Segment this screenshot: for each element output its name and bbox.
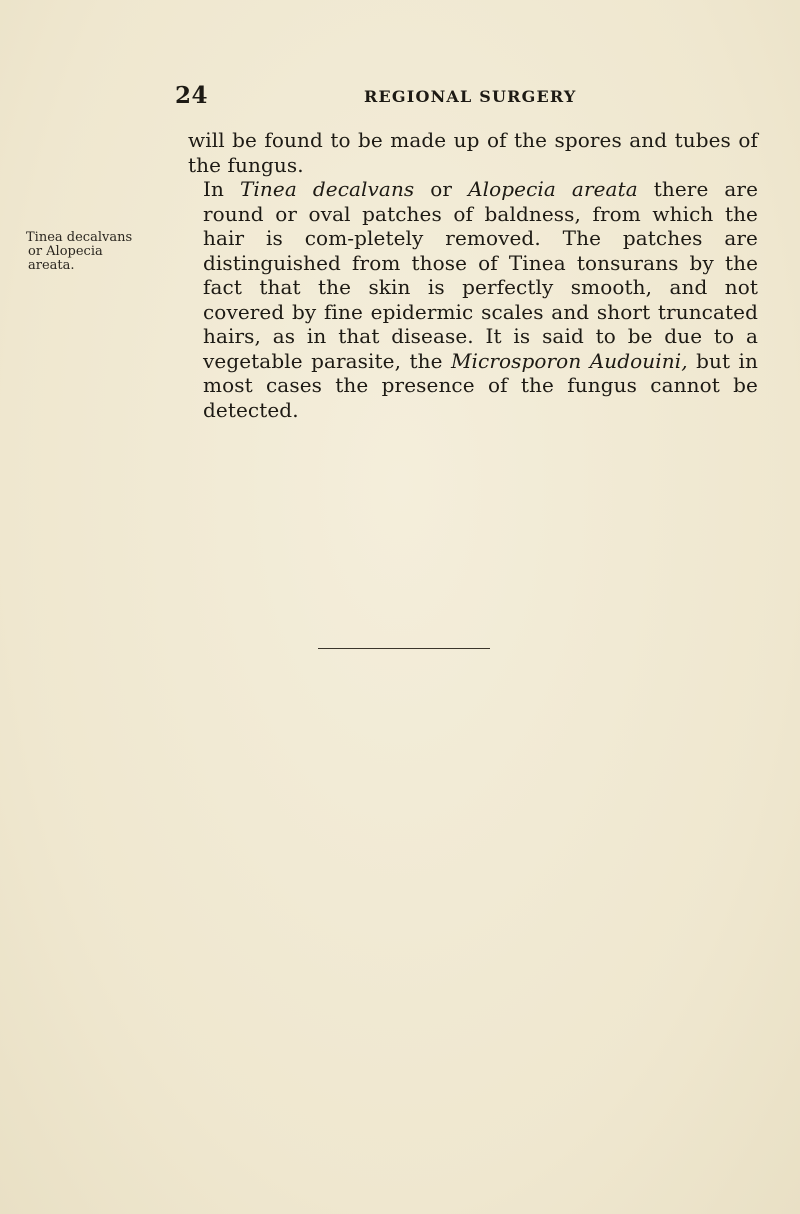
margin-note-line-1: Tinea decalvans: [26, 230, 133, 245]
running-head: REGIONAL SURGERY: [364, 87, 577, 106]
term-alopecia-areata: Alopecia areata: [468, 177, 638, 201]
body-text: [188, 128, 758, 422]
paragraph-2-part-g: but in most cases the presence of the fungus cannot be detected.: [203, 348, 758, 422]
term-tinea-decalvans: Tinea decalvans: [239, 177, 415, 201]
page-header: [175, 82, 757, 112]
margin-note-line-3: areata.: [28, 258, 75, 273]
page-number: 24: [175, 82, 209, 109]
paragraph-2-part-c: or: [414, 177, 469, 201]
margin-note: [26, 231, 156, 273]
section-divider: [318, 648, 490, 649]
paragraph-1: will be found to be made up of the spores and tubes of the fungus.: [188, 128, 758, 177]
term-microsporon-audouini: Microsporon Audouini,: [450, 348, 688, 373]
paragraph-2-part-e: there are round or oval patches of baldness, from which the hair is com-pletely removed. The patches are distinguished from those of Tinea tonsurans by the fact that the skin is perfectly smooth, and not covered by fine epidermic scales and short truncated hairs, as in that disease. It is said to be due to a vegetable parasite, the: [203, 177, 759, 373]
paragraph-2-part-a: In: [203, 177, 240, 201]
margin-note-line-2: or Alopecia: [28, 244, 103, 259]
paragraph-2: [188, 177, 758, 422]
